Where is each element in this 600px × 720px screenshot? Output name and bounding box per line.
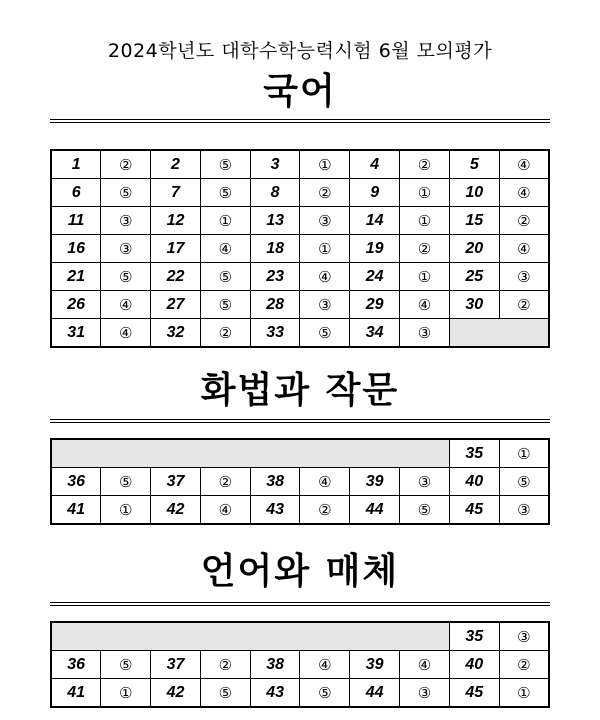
answer-choice: ④: [499, 179, 549, 207]
empty-cell: [51, 439, 449, 468]
question-number: 42: [151, 496, 201, 525]
answer-choice: ⑤: [200, 291, 250, 319]
answer-choice: ①: [101, 679, 151, 708]
question-number: 18: [250, 235, 300, 263]
table-row: [51, 150, 549, 179]
question-number: 19: [350, 235, 400, 263]
answer-choice: ④: [400, 291, 450, 319]
answer-choice: ⑤: [200, 263, 250, 291]
question-number: 44: [350, 679, 400, 708]
answer-choice: ⑤: [101, 263, 151, 291]
answer-choice: ②: [200, 319, 250, 348]
table-row: [51, 468, 549, 496]
answer-choice: ②: [300, 496, 350, 525]
question-number: 37: [151, 651, 201, 679]
answer-choice: ②: [400, 150, 450, 179]
answer-choice: ③: [400, 468, 450, 496]
question-number: 34: [350, 319, 400, 348]
question-number: 38: [250, 651, 300, 679]
question-number: 42: [151, 679, 201, 708]
question-number: 28: [250, 291, 300, 319]
section-title-korean: 국어: [263, 71, 337, 112]
answer-choice: ④: [400, 651, 450, 679]
table-row: [51, 207, 549, 235]
section-title-speech-writing: 화법과 작문: [200, 370, 400, 411]
question-number: 15: [449, 207, 499, 235]
table-row: [51, 679, 549, 708]
answer-choice: ①: [400, 179, 450, 207]
question-number: 40: [449, 651, 499, 679]
answer-choice: ②: [200, 468, 250, 496]
table-row: [51, 235, 549, 263]
answer-choice: ③: [400, 679, 450, 708]
table-row: [51, 263, 549, 291]
divider: [50, 419, 550, 423]
question-number: 23: [250, 263, 300, 291]
answer-choice: ④: [101, 291, 151, 319]
question-number: 2: [151, 150, 201, 179]
question-number: 25: [449, 263, 499, 291]
answer-table-korean: [50, 149, 550, 348]
empty-cell: [51, 622, 449, 651]
question-number: 4: [350, 150, 400, 179]
table-row: [51, 651, 549, 679]
answer-choice: ②: [499, 651, 549, 679]
question-number: 5: [449, 150, 499, 179]
question-number: 22: [151, 263, 201, 291]
answer-choice: ②: [101, 150, 151, 179]
answer-choice: ⑤: [200, 179, 250, 207]
answer-choice: ⑤: [300, 679, 350, 708]
answer-choice: ④: [300, 263, 350, 291]
answer-choice: ①: [499, 679, 549, 708]
question-number: 29: [350, 291, 400, 319]
answer-choice: ③: [300, 291, 350, 319]
question-number: 43: [250, 679, 300, 708]
answer-choice: ⑤: [499, 468, 549, 496]
question-number: 30: [449, 291, 499, 319]
answer-choice: ③: [499, 496, 549, 525]
question-number: 31: [51, 319, 101, 348]
answer-choice: ②: [400, 235, 450, 263]
answer-choice: ②: [200, 651, 250, 679]
answer-choice: ⑤: [101, 651, 151, 679]
answer-choice: ①: [300, 150, 350, 179]
answer-choice: ⑤: [400, 496, 450, 525]
question-number: 8: [250, 179, 300, 207]
answer-choice: ②: [300, 179, 350, 207]
question-number: 7: [151, 179, 201, 207]
answer-choice: ③: [101, 235, 151, 263]
question-number: 17: [151, 235, 201, 263]
question-number: 9: [350, 179, 400, 207]
question-number: 37: [151, 468, 201, 496]
answer-choice: ③: [300, 207, 350, 235]
table-row: [51, 622, 549, 651]
answer-choice: ①: [200, 207, 250, 235]
question-number: 35: [449, 439, 499, 468]
question-number: 26: [51, 291, 101, 319]
answer-choice: ②: [499, 207, 549, 235]
answer-choice: ⑤: [200, 679, 250, 708]
answer-choice: ⑤: [300, 319, 350, 348]
question-number: 3: [250, 150, 300, 179]
answer-choice: ④: [200, 235, 250, 263]
question-number: 36: [51, 651, 101, 679]
answer-choice: ⑤: [101, 179, 151, 207]
answer-choice: ①: [101, 496, 151, 525]
question-number: 33: [250, 319, 300, 348]
answer-choice: ①: [499, 439, 549, 468]
answer-choice: ②: [499, 291, 549, 319]
answer-table-speech-writing: [50, 438, 550, 525]
divider: [50, 119, 550, 123]
question-number: 21: [51, 263, 101, 291]
answer-choice: ④: [499, 235, 549, 263]
question-number: 44: [350, 496, 400, 525]
question-number: 20: [449, 235, 499, 263]
empty-cell: [449, 319, 549, 348]
question-number: 35: [449, 622, 499, 651]
answer-choice: ⑤: [101, 468, 151, 496]
answer-choice: ④: [300, 468, 350, 496]
answer-choice: ④: [300, 651, 350, 679]
exam-header: 2024학년도 대학수학능력시험 6월 모의평가: [107, 40, 493, 62]
question-number: 45: [449, 496, 499, 525]
question-number: 11: [51, 207, 101, 235]
answer-choice: ③: [101, 207, 151, 235]
question-number: 13: [250, 207, 300, 235]
question-number: 24: [350, 263, 400, 291]
answer-choice: ③: [499, 263, 549, 291]
answer-choice: ①: [400, 207, 450, 235]
question-number: 27: [151, 291, 201, 319]
question-number: 41: [51, 679, 101, 708]
divider: [50, 602, 550, 606]
section-title-language-media: 언어와 매체: [200, 551, 400, 592]
question-number: 39: [350, 651, 400, 679]
answer-choice: ④: [101, 319, 151, 348]
question-number: 40: [449, 468, 499, 496]
table-row: [51, 439, 549, 468]
answer-choice: ③: [400, 319, 450, 348]
answer-choice: ①: [400, 263, 450, 291]
question-number: 16: [51, 235, 101, 263]
table-row: [51, 291, 549, 319]
answer-choice: ⑤: [200, 150, 250, 179]
question-number: 39: [350, 468, 400, 496]
question-number: 1: [51, 150, 101, 179]
question-number: 38: [250, 468, 300, 496]
question-number: 14: [350, 207, 400, 235]
question-number: 10: [449, 179, 499, 207]
question-number: 12: [151, 207, 201, 235]
table-row: [51, 179, 549, 207]
question-number: 6: [51, 179, 101, 207]
answer-choice: ①: [300, 235, 350, 263]
answer-table-language-media: [50, 621, 550, 708]
question-number: 45: [449, 679, 499, 708]
question-number: 36: [51, 468, 101, 496]
table-row: [51, 496, 549, 525]
answer-choice: ④: [499, 150, 549, 179]
answer-choice: ③: [499, 622, 549, 651]
question-number: 43: [250, 496, 300, 525]
question-number: 41: [51, 496, 101, 525]
table-row: [51, 319, 549, 348]
answer-choice: ④: [200, 496, 250, 525]
question-number: 32: [151, 319, 201, 348]
